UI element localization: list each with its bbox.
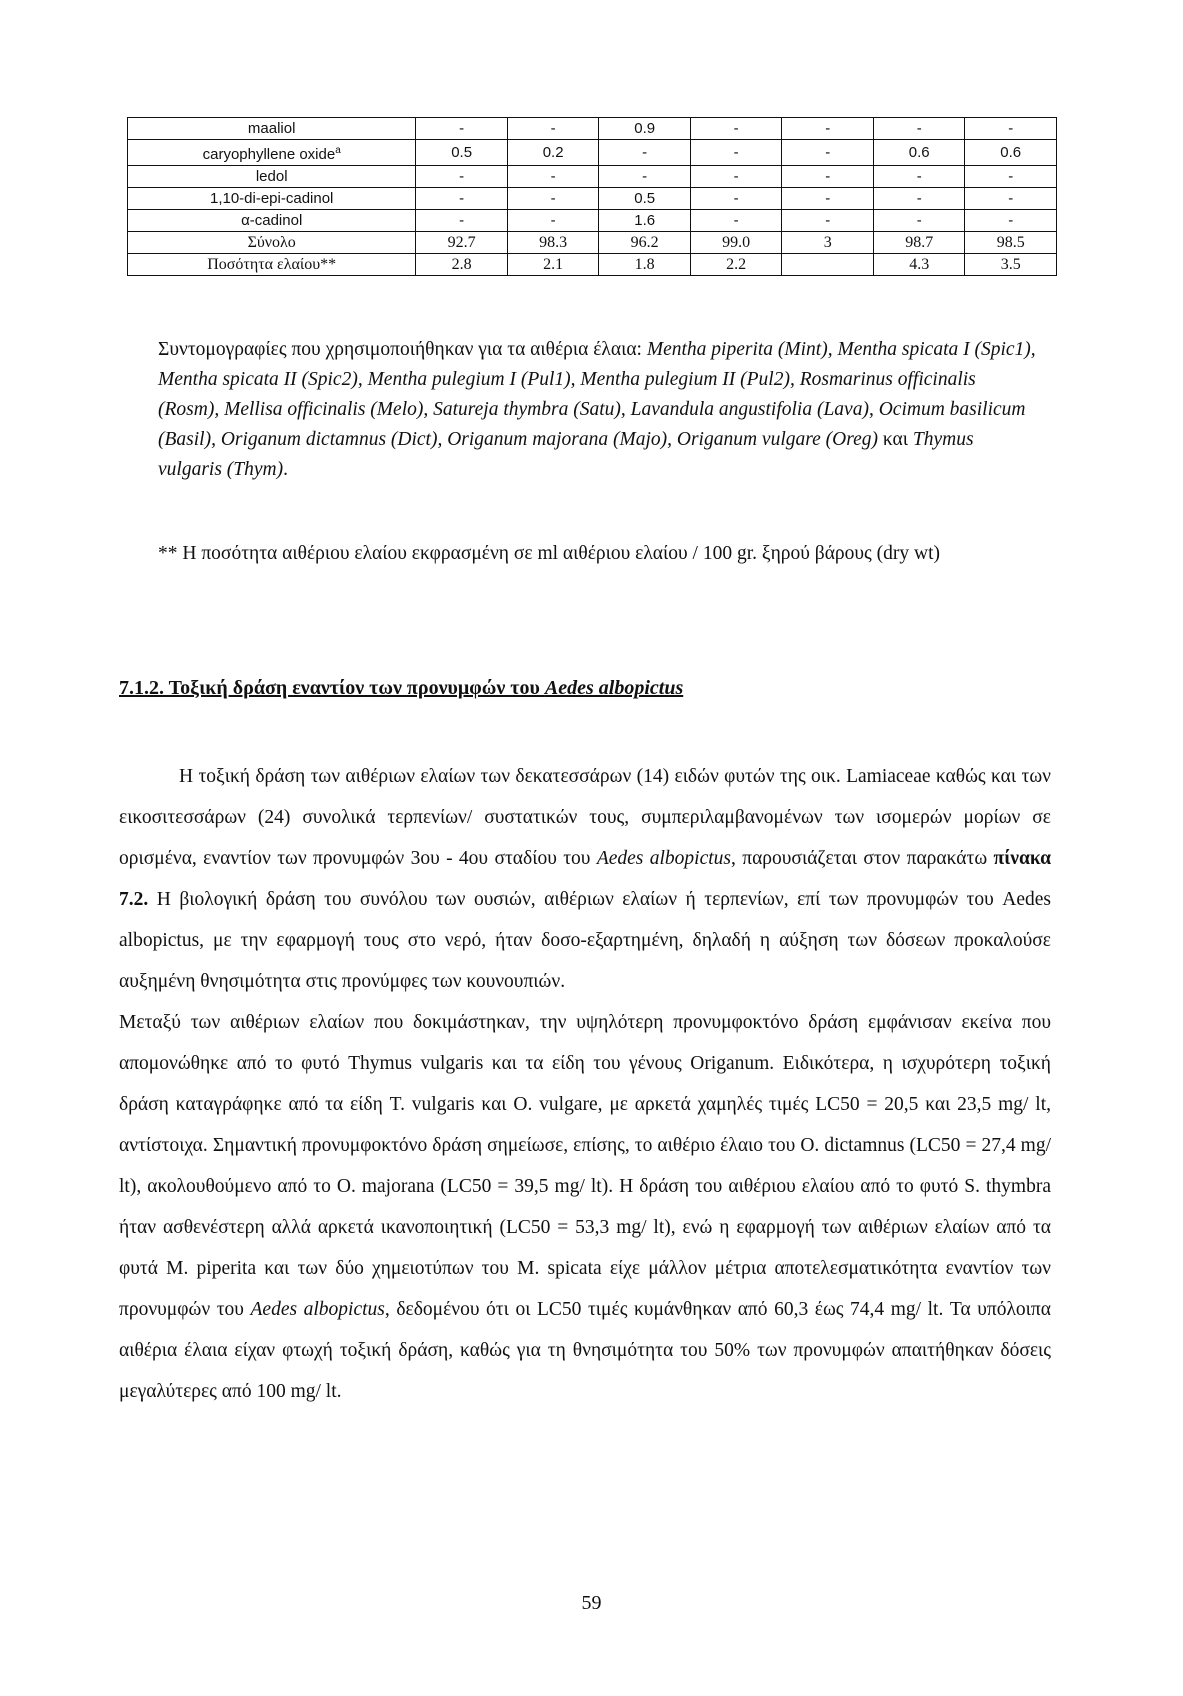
value-cell: - <box>965 210 1057 232</box>
compound-name-cell <box>128 254 416 276</box>
abbreviations-intro: Συντομογραφίες που χρησιμοποιήθηκαν για τα αιθέρια έλαια: <box>158 339 647 360</box>
value-cell: - <box>507 188 599 210</box>
section-number: 7.1.2. <box>119 677 164 699</box>
value-cell: - <box>873 166 965 188</box>
value-cell: 3 <box>782 232 874 254</box>
p2-text-a: Μεταξύ των αιθέριων ελαίων που δοκιμάστηκαν, την υψηλότερη προνυμφοκτόνο δράση εμφάνισαν εκείνα που απομονώθηκε από το φυτό Thymus vulgaris και τα είδη του γένους Origanum. Ειδικότερα, η ισχυρότερη τοξική δράση καταγράφηκε από τα είδη T. vulgaris και O. vulgare, με αρκετά χαμηλές τιμές LC50 = 20,5 και 23,5 mg/ lt, αντίστοιχα. Σημαντική προνυμφοκτόνο δράση σημείωσε, επίσης, το αιθέριο έλαιο του O. dictamnus (LC50 = 27,4 mg/ lt), ακολουθούμενο από το O. majorana (LC50 = 39,5 mg/ lt). Η δράση του αιθέριου ελαίου από το φυτό S. thymbra ήταν ασθενέστερη αλλά αρκετά ικανοποιητική (LC50 = 53,3 mg/ lt), ενώ η εφαρμογή των αιθέριων ελαίων από τα φυτά M. piperita και των δύο χημειοτύπων του M. spicata είχε μάλλον μέτρια αποτελεσματικότητα εναντίον των προνυμφών του <box>119 1012 1051 1320</box>
compound-name: 1,10-di-epi-cadinol <box>209 190 334 207</box>
p1-text-c: Η βιολογική δράση του συνόλου των ουσιών, αιθέριων ελαίων ή τερπενίων, επί των προνυμφών του Aedes albopictus, με την εφαρμογή τους στο νερό, ήταν δοσο-εξαρτημένη, δηλαδή η αύξηση των δόσεων προκαλούσε αυξημένη θνησιμότητα στις προνύμφες των κουνουπιών. <box>119 889 1051 992</box>
value-cell: - <box>690 188 782 210</box>
compound-name: caryophyllene oxide <box>202 146 336 163</box>
value-cell: 0.5 <box>599 188 691 210</box>
p1-table-ref: πίνακα 7.2. <box>119 848 1052 910</box>
value-cell: - <box>690 210 782 232</box>
value-cell: - <box>599 166 691 188</box>
abbreviations-species: Mentha piperita (Mint), Mentha spicata I (Spic1), Mentha spicata II (Spic2), Mentha pulegium I (Pul1), Mentha pulegium II (Pul2), Rosmarinus officinalis (Rosm), Mellisa officinalis (Melo), Satureja thymbra (Satu), Lavandula angustifolia (Lava), Ocimum basilicum (Basil), Origanum dictamnus (Dict), Origanum majorana (Majo), Origanum vulgare (Oreg) <box>158 339 1036 450</box>
abbreviations-last: Thymus vulgaris (Thym) <box>158 429 974 480</box>
quantity-note: ** Η ποσότητα αιθέριου ελαίου εκφρασμένη σε ml αιθέριου ελαίου / 100 gr. ξηρού βάρους (dry wt) <box>158 543 941 564</box>
value-cell: - <box>873 210 965 232</box>
p1-text-b: , παρουσιάζεται στον παρακάτω <box>731 848 994 869</box>
value-cell: 2.2 <box>690 254 782 276</box>
value-cell: - <box>873 188 965 210</box>
compound-name-cell <box>128 166 416 188</box>
value-cell: 2.8 <box>416 254 508 276</box>
value-cell: - <box>690 118 782 140</box>
abbreviations-paragraph <box>158 335 1038 485</box>
value-cell: - <box>965 166 1057 188</box>
value-cell: - <box>782 118 874 140</box>
value-cell: - <box>782 140 874 166</box>
value-cell: 0.6 <box>965 140 1057 166</box>
value-cell: - <box>873 118 965 140</box>
value-cell: 3.5 <box>965 254 1057 276</box>
page-number: 59 <box>581 1592 602 1614</box>
p2-species: Aedes albopictus <box>250 1299 385 1320</box>
compound-name: Σύνολο <box>247 234 296 251</box>
table-row <box>128 188 1057 210</box>
compound-name: ledol <box>255 168 288 185</box>
value-cell: 96.2 <box>599 232 691 254</box>
value-cell: - <box>782 210 874 232</box>
value-cell: - <box>782 166 874 188</box>
table-row <box>128 118 1057 140</box>
section-species: Aedes albopictus <box>544 677 684 699</box>
compound-name: Ποσότητα ελαίου** <box>207 256 337 273</box>
footnote-mark: a <box>335 145 341 156</box>
compound-name-cell <box>128 188 416 210</box>
value-cell: 98.3 <box>507 232 599 254</box>
p1-species: Aedes albopictus <box>596 848 731 869</box>
value-cell: - <box>416 210 508 232</box>
value-cell: - <box>416 166 508 188</box>
value-cell: 98.7 <box>873 232 965 254</box>
value-cell: 0.5 <box>416 140 508 166</box>
value-cell: 99.0 <box>690 232 782 254</box>
value-cell: - <box>965 118 1057 140</box>
value-cell: 2.1 <box>507 254 599 276</box>
table-row <box>128 232 1057 254</box>
value-cell: 0.2 <box>507 140 599 166</box>
value-cell: - <box>507 118 599 140</box>
value-cell: 0.9 <box>599 118 691 140</box>
body-text <box>119 756 1051 1412</box>
value-cell: 92.7 <box>416 232 508 254</box>
compound-name-cell <box>128 232 416 254</box>
value-cell: - <box>507 210 599 232</box>
table-row <box>128 210 1057 232</box>
abbreviations-end: . <box>283 459 288 480</box>
section-title: Τοξική δράση εναντίον των προνυμφών του <box>164 677 545 699</box>
value-cell: 98.5 <box>965 232 1057 254</box>
value-cell <box>782 254 874 276</box>
table-row <box>128 140 1057 166</box>
table-row <box>128 166 1057 188</box>
compound-name-cell <box>128 140 416 166</box>
body-paragraph-1 <box>119 756 1051 1002</box>
value-cell: - <box>965 188 1057 210</box>
p2-text-b: , δεδομένου ότι οι LC50 τιμές κυμάνθηκαν από 60,3 έως 74,4 mg/ lt. Τα υπόλοιπα αιθέρια έλαια είχαν φτωχή τοξική δράση, καθώς για τη θνησιμότητα του 50% των προνυμφών απαιτήθηκαν δόσεις μεγαλύτερες από 100 mg/ lt. <box>119 1299 1051 1402</box>
value-cell: - <box>690 140 782 166</box>
value-cell: 0.6 <box>873 140 965 166</box>
value-cell: - <box>690 166 782 188</box>
table-row <box>128 254 1057 276</box>
value-cell: 4.3 <box>873 254 965 276</box>
compound-name-cell <box>128 118 416 140</box>
value-cell: - <box>507 166 599 188</box>
compound-name: α-cadinol <box>241 212 303 229</box>
compound-name-cell <box>128 210 416 232</box>
p1-text-a: Η τοξική δράση των αιθέριων ελαίων των δεκατεσσάρων (14) ειδών φυτών της οικ. Lamiaceae καθώς και των εικοσιτεσσάρων (24) συνολικά τερπενίων/ συστατικών τους, συμπεριλαμβανομένων των ισομερών μορίων σε ορισμένα, εναντίον των προνυμφών 3ου - 4ου σταδίου του <box>119 766 1051 869</box>
value-cell: - <box>416 188 508 210</box>
value-cell: - <box>416 118 508 140</box>
value-cell: 1.8 <box>599 254 691 276</box>
abbreviations-conj: και <box>877 429 913 450</box>
composition-table <box>127 117 1057 276</box>
value-cell: - <box>782 188 874 210</box>
value-cell: 1.6 <box>599 210 691 232</box>
section-heading <box>119 677 1019 700</box>
compound-name: maaliol <box>247 120 296 137</box>
value-cell: - <box>599 140 691 166</box>
body-paragraph-2 <box>119 1002 1051 1412</box>
